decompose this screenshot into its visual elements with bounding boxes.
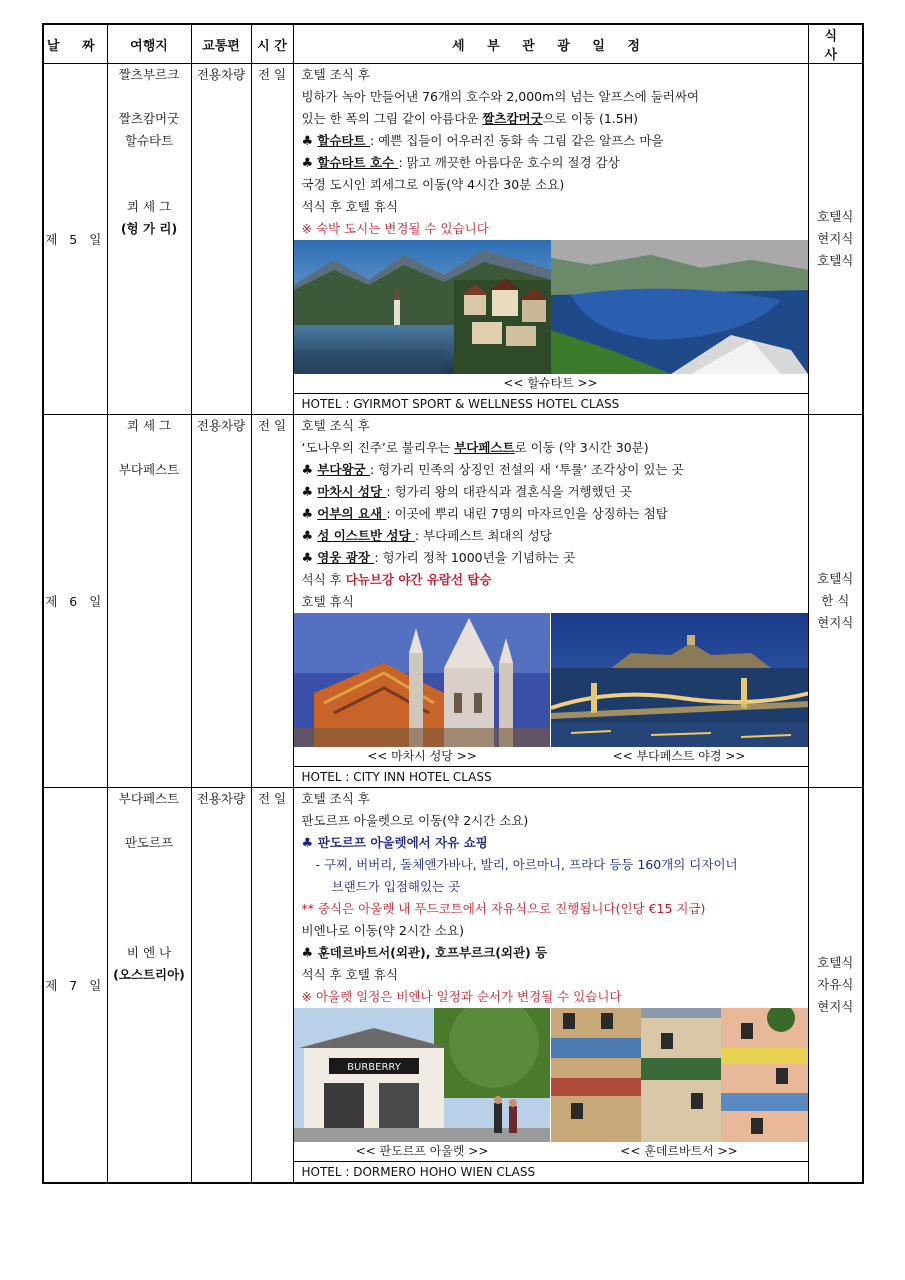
place-item: (오스트리아) — [113, 967, 185, 982]
notice-line: ** 중식은 아울렛 내 푸드코트에서 자유식으로 진행됩니다(인당 €15 지급) — [301, 901, 706, 916]
photo-strip — [294, 613, 808, 747]
schedule-line: 호텔 조식 후 — [301, 791, 370, 806]
place-item — [108, 810, 191, 832]
transport-cell: 전용차량 — [191, 415, 251, 788]
meal-item: 호텔식 — [817, 253, 854, 268]
meal-item: 현지식 — [817, 999, 854, 1014]
club-icon: ♣ — [301, 463, 318, 478]
meal-item: 자유식 — [817, 977, 854, 992]
meal-item: 호텔식 — [817, 209, 854, 224]
place-item: (헝 가 리) — [120, 221, 178, 236]
place-item — [108, 152, 191, 174]
schedule-line: 브랜드가 입점해있는 곳 — [331, 879, 461, 894]
photo-captions — [294, 1142, 808, 1162]
schedule-line: ♣ 부다왕궁 : 헝가리 민족의 상징인 전설의 새 ‘투룰’ 조각상이 있는 곳 — [301, 462, 684, 478]
header-time: 시 간 — [251, 24, 293, 64]
photo-captions — [294, 374, 808, 394]
meal-item: 현지식 — [817, 615, 854, 630]
club-icon: ♣ — [301, 529, 318, 544]
schedule-line: 석식 후 다뉴브강 야간 유람선 탑승 — [301, 572, 492, 587]
place-item: 할슈타트 — [124, 133, 174, 148]
club-icon: ♣ — [301, 485, 318, 500]
meal-cell — [808, 415, 863, 788]
photo-caption: << 훈데르바트서 >> — [620, 1144, 738, 1158]
itinerary-table — [42, 23, 864, 1184]
place-item: 짤츠부르크 — [118, 67, 180, 82]
header-meal: 식 사 — [808, 24, 863, 64]
day-label: 제 7 일 — [43, 788, 107, 1184]
place-item: 쾨 세 그 — [126, 199, 172, 214]
schedule-line: ♣ 성 이스트반 성당 : 부다페스트 최대의 성당 — [301, 528, 552, 544]
schedule-line: ♣ 어부의 요새 : 이곳에 뿌리 내린 7명의 마자르인을 상징하는 첨탑 — [301, 506, 668, 522]
notice-line: ※ 아울렛 일정은 비엔나 일정과 순서가 변경될 수 있습니다 — [301, 989, 622, 1004]
time-cell: 전 일 — [251, 415, 293, 788]
schedule-line: 호텔 조식 후 — [301, 67, 370, 82]
time-cell: 전 일 — [251, 788, 293, 1184]
day-label: 제 5 일 — [43, 64, 107, 415]
photo-caption: << 마차시 성당 >> — [367, 749, 477, 763]
schedule-line: 국경 도시인 쾨세그로 이동(약 4시간 30분 소요) — [301, 177, 565, 192]
photo-caption: << 부다페스트 야경 >> — [612, 749, 746, 763]
photo-captions — [294, 747, 808, 767]
schedule-line: ‘도나우의 진주’로 불리우는 부다페스트로 이동 (약 3시간 30분) — [301, 440, 649, 455]
matthias-church-photo — [294, 613, 551, 747]
schedule-line: ♣ 할슈타트 : 예쁜 집들이 어우러진 동화 속 그림 같은 알프스 마을 — [301, 133, 664, 149]
photo-caption: << 할슈타트 >> — [503, 376, 598, 390]
place-item — [108, 876, 191, 898]
club-icon: ♣ — [301, 836, 318, 851]
meal-cell — [808, 788, 863, 1184]
transport-cell: 전용차량 — [191, 64, 251, 415]
schedule-line: ♣ 영웅 광장 : 헝가리 정착 1000년을 기념하는 곳 — [301, 550, 576, 566]
hundertwasser-house-photo — [551, 1008, 808, 1142]
meal-item: 현지식 — [817, 231, 854, 246]
meal-cell — [808, 64, 863, 415]
club-icon: ♣ — [301, 551, 318, 566]
place-item: 부다페스트 — [118, 462, 180, 477]
schedule-line: ♣ 마차시 성당 : 헝가리 왕의 대관식과 결혼식을 거행했던 곳 — [301, 484, 632, 500]
transport-cell: 전용차량 — [191, 788, 251, 1184]
schedule-line: 판도르프 아울렛으로 이동(약 2시간 소요) — [301, 813, 529, 828]
place-item — [108, 174, 191, 196]
place-item — [108, 437, 191, 459]
header-place: 여행지 — [107, 24, 191, 64]
day-label: 제 6 일 — [43, 415, 107, 788]
schedule-line: ♣ 할슈타트 호수 : 맑고 깨끗한 아름다운 호수의 절경 감상 — [301, 155, 620, 171]
meal-item: 호텔식 — [817, 955, 854, 970]
club-icon: ♣ — [301, 507, 318, 522]
schedule-cell — [293, 64, 808, 415]
header-schedule: 세 부 관 광 일 정 — [293, 24, 808, 64]
photo-strip — [294, 240, 808, 374]
place-item — [108, 86, 191, 108]
photo-strip — [294, 1008, 808, 1142]
schedule-line: 호텔 휴식 — [301, 594, 354, 609]
schedule-line: 석식 후 호텔 휴식 — [301, 967, 398, 982]
club-icon: ♣ — [301, 134, 318, 149]
day-row — [43, 788, 863, 1184]
time-cell: 전 일 — [251, 64, 293, 415]
schedule-line: 석식 후 호텔 휴식 — [301, 199, 398, 214]
hotel-line: HOTEL : GYIRMOT SPORT & WELLNESS HOTEL CLASS — [301, 397, 620, 411]
place-item: 부다페스트 — [118, 791, 180, 806]
schedule-line: - 구찌, 버버리, 돌체앤가바나, 발리, 아르마니, 프라다 등등 160개의 디자이너 — [315, 857, 738, 872]
place-item — [108, 854, 191, 876]
club-icon: ♣ — [301, 156, 318, 171]
schedule-line: ♣ 판도르프 아울렛에서 자유 쇼핑 — [301, 835, 488, 851]
place-item: 짤츠캄머굿 — [118, 111, 180, 126]
club-icon: ♣ — [301, 946, 318, 961]
day-row — [43, 64, 863, 415]
hallstatt-village-photo — [294, 240, 551, 374]
meal-item: 한 식 — [821, 593, 850, 608]
budapest-night-photo — [551, 613, 808, 747]
day-row — [43, 415, 863, 788]
schedule-cell — [293, 415, 808, 788]
place-cell — [107, 415, 191, 788]
schedule-line: 호텔 조식 후 — [301, 418, 370, 433]
schedule-line: 빙하가 녹아 만들어낸 76개의 호수와 2,000m의 넘는 알프스에 둘러싸여 — [301, 89, 700, 104]
meal-item: 호텔식 — [817, 571, 854, 586]
schedule-line: 비엔나로 이동(약 2시간 소요) — [301, 923, 464, 938]
place-cell — [107, 64, 191, 415]
place-item — [108, 898, 191, 920]
place-item — [108, 920, 191, 942]
place-item: 쾨 세 그 — [126, 418, 172, 433]
header-row — [43, 24, 863, 64]
place-cell — [107, 788, 191, 1184]
place-item: 판도르프 — [124, 835, 174, 850]
hallstatt-lake-photo — [551, 240, 808, 374]
header-transport: 교통편 — [191, 24, 251, 64]
schedule-line: 있는 한 폭의 그림 같이 아름다운 짤츠캄머굿으로 이동 (1.5H) — [301, 111, 638, 126]
hotel-line: HOTEL : DORMERO HOHO WIEN CLASS — [301, 1165, 536, 1179]
burberry-sign: BURBERRY — [346, 1062, 401, 1073]
place-item: 비 엔 나 — [126, 945, 172, 960]
schedule-line: ♣ 훈데르바트서(외관), 호프부르크(외관) 등 — [301, 945, 548, 961]
header-date: 날 짜 — [43, 24, 107, 64]
photo-caption: << 판도르프 아울렛 >> — [355, 1144, 489, 1158]
schedule-cell — [293, 788, 808, 1184]
notice-line: ※ 숙박 도시는 변경될 수 있습니다 — [301, 221, 489, 236]
parndorf-outlet-photo — [294, 1008, 551, 1142]
hotel-line: HOTEL : CITY INN HOTEL CLASS — [301, 770, 492, 784]
